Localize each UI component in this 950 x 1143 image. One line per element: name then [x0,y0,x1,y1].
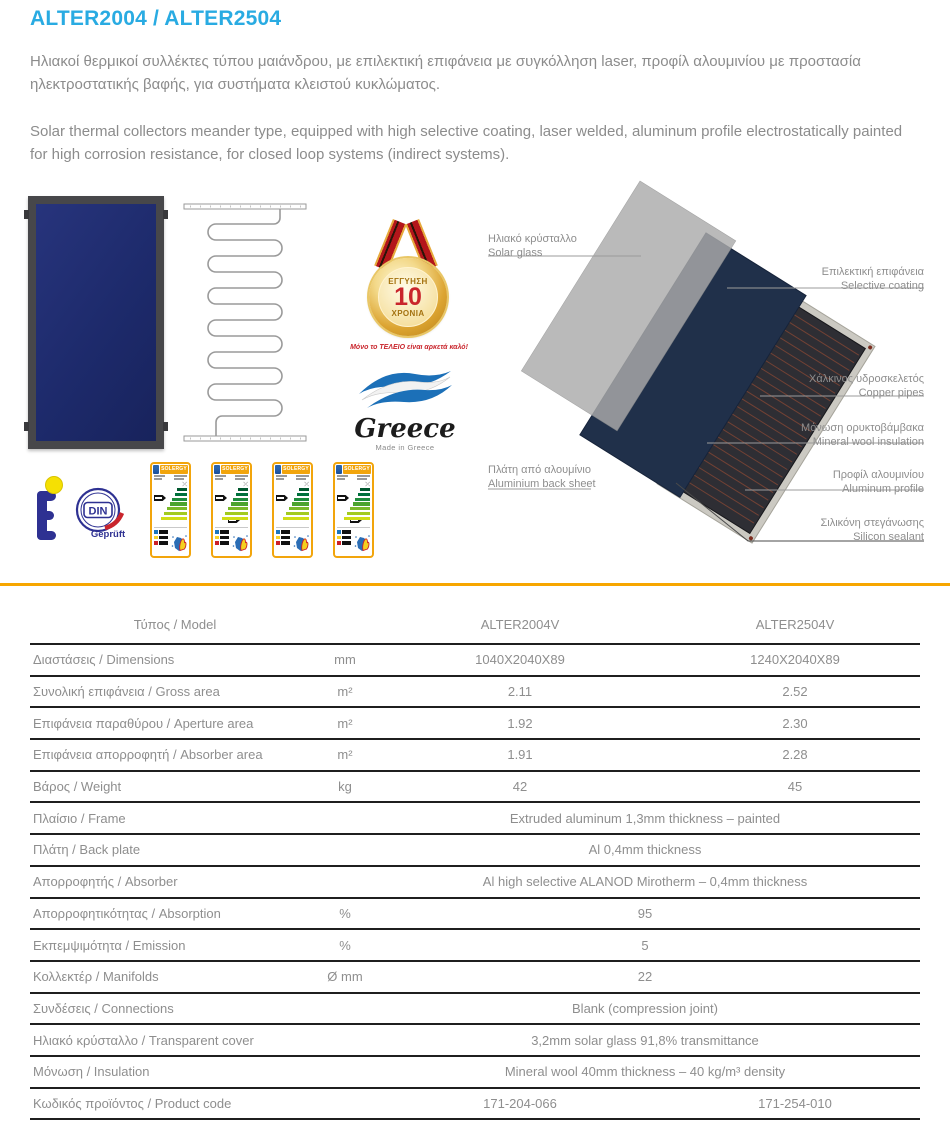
made-in-greece-logo [352,366,458,452]
energy-legend [276,530,290,547]
spec-row-value-span: 22 [637,969,653,985]
spec-header-label: Τύπος / Model [133,616,217,632]
spec-table [30,605,920,1120]
spec-row [30,899,920,931]
energy-brand-text: SOLERGY [161,466,187,472]
spec-row-unit: m² [337,684,353,700]
exploded-view-diagram [470,175,950,580]
spec-row-value-1: 1.92 [507,715,533,731]
collector-symbol-icon: ⤫ [365,482,370,488]
eu-map-flame-icon [232,533,249,555]
collector-symbol-icon: ⤫ [182,482,187,488]
energy-label-footer [275,528,310,555]
warranty-word-2: ΧΡΟΝΙΑ [391,308,425,318]
spec-row-value-1: 1040X2040X89 [475,652,565,668]
spec-table-header [30,605,920,645]
diagram-label-back-sheet: Πλάτη από αλουμίνιο Aluminium back sheet [488,464,596,490]
energy-label [150,462,191,558]
diagram-label-silicon-sealant: Σιλικόνη στεγάνωσης Silicon sealant [820,517,924,543]
spec-row-unit: m² [337,715,353,731]
spec-row [30,867,920,899]
spec-row-unit: mm [334,652,356,668]
description-english: Solar thermal collectors meander type, equipped with high selective coating, laser welded, aluminum profile electrostatically painted for high corrosion resistance, for closed loop systems (indirect systems). [30,123,903,163]
spec-row [30,645,920,677]
description-greek: Ηλιακοί θερμικοί συλλέκτες τύπου μαιάνδρου, με επιλεκτική επιφάνεια με συγκόλληση laser, προφίλ αλουμινίου με προστασία ηλεκτροστατικής βαφής, για συστήματα κλειστού κυκλώματος. [30,53,861,93]
spec-header-model-1: ALTER2004V [480,616,560,632]
made-in-greece-text: Made in Greece [375,443,435,452]
energy-brand-text: SOLERGY [344,466,370,472]
energy-label-footer [153,528,188,555]
mounting-tab [163,422,168,431]
greek-flag-wave-icon [355,366,455,412]
keymark-e-icon [34,476,68,542]
energy-brand-icon [336,465,342,474]
spec-table-body [30,645,920,1120]
spec-row-value-2: 2.52 [782,684,808,700]
diagram-label-selective-coating: Επιλεκτική επιφάνεια Selective coating [821,266,924,292]
spec-row-label: Απορροφητής / Absorber [33,874,178,890]
spec-row-value-span: Extruded aluminum 1,3mm thickness – painted [509,810,781,826]
page-title: ALTER2004 / ALTER2504 [30,7,282,30]
spec-row-value-span: 3,2mm solar glass 91,8% transmittance [531,1032,759,1048]
spec-row [30,772,920,804]
energy-brand-text: SOLERGY [283,466,309,472]
spec-row [30,930,920,962]
mounting-tab [24,210,29,219]
spec-row-label: Επιφάνεια παραθύρου / Aperture area [33,715,254,731]
eu-map-flame-icon [354,533,371,555]
spec-row-label: Πλαίσιο / Frame [33,810,126,826]
energy-class-bars [222,488,248,521]
collector-panel-image [28,196,164,449]
energy-label-footer [214,528,249,555]
eu-map-flame-icon [293,533,310,555]
energy-class-bars [161,488,187,521]
energy-label [333,462,374,558]
spec-row [30,708,920,740]
spec-row [30,677,920,709]
spec-row-value-span: Al 0,4mm thickness [588,842,702,858]
spec-row [30,994,920,1026]
spec-row-label: Βάρος / Weight [33,779,122,795]
meander-pipe-diagram [178,196,313,449]
svg-text:DIN: DIN [88,505,108,518]
spec-row [30,1057,920,1089]
eu-map-flame-icon [171,533,188,555]
section-divider [0,583,950,586]
spec-row-value-1: 171-204-066 [483,1095,557,1111]
spec-row-value-1: 2.11 [507,684,533,700]
spec-row-value-1: 1.91 [507,747,533,763]
energy-brand-icon [214,465,220,474]
spec-row-value-span: Al high selective ALANOD Mirotherm – 0,4mm thickness [482,874,808,890]
collector-symbol-icon: ⤫ [243,482,248,488]
diagram-label-aluminum-profile: Προφίλ αλουμινίου Aluminum profile [832,469,924,495]
spec-row-value-1: 42 [512,779,528,795]
spec-row-unit: % [339,905,351,921]
spec-row-label: Κωδικός προϊόντος / Product code [33,1095,232,1111]
spec-row-value-2: 171-254-010 [758,1095,832,1111]
spec-row [30,803,920,835]
warranty-medal [369,258,447,336]
svg-text:Geprüft: Geprüft [90,529,126,540]
spec-row-label: Επιφάνεια απορροφητή / Absorber area [33,747,263,763]
spec-row-label: Διαστάσεις / Dimensions [33,652,175,668]
spec-row-value-2: 1240X2040X89 [750,652,840,668]
warranty-slogan: Μόνο το ΤΕΛΕΙΟ είναι αρκετά καλό! [350,344,468,351]
spec-row-label: Κολλεκτέρ / Manifolds [33,969,159,985]
spec-row [30,835,920,867]
spec-row-unit: kg [338,779,352,795]
spec-row [30,962,920,994]
energy-label [211,462,252,558]
energy-scale-area [153,480,188,527]
spec-row-value-span: 5 [641,937,649,953]
spec-row-label: Συνδέσεις / Connections [33,1000,174,1016]
energy-class-bars [344,488,370,521]
spec-row-label: Μόνωση / Insulation [33,1064,150,1080]
energy-label-footer [336,528,371,555]
spec-row-unit: % [339,937,351,953]
energy-brand-text: SOLERGY [222,466,248,472]
spec-row [30,1089,920,1121]
spec-row-value-span: 95 [637,905,653,921]
spec-row-label: Συνολική επιφάνεια / Gross area [33,684,220,700]
spec-row-label: Εκπεμψιμότητα / Emission [33,937,186,953]
energy-scale-area [214,480,249,527]
din-gepruft-logo [72,486,128,540]
greece-wordmark: Greece [354,414,456,444]
spec-row-value-span: Blank (compression joint) [572,1000,718,1016]
energy-legend [154,530,168,547]
spec-row-label: Απορροφητικότητας / Absorption [33,905,221,921]
energy-class-bars [283,488,309,521]
diagram-label-solar-glass: Ηλιακό κρύσταλλο Solar glass [488,233,577,259]
energy-brand-icon [153,465,159,474]
spec-row-unit: Ø mm [327,969,363,985]
energy-scale-area [336,480,371,527]
spec-header-model-2: ALTER2504V [755,616,835,632]
diagram-label-mineral-wool: Μόνωση ορυκτοβάμβακα Mineral wool insulation [801,422,924,448]
energy-label-header [214,465,249,474]
collector-symbol-icon: ⤫ [304,482,309,488]
spec-row-value-2: 2.30 [782,715,808,731]
spec-row [30,740,920,772]
spec-row-value-span: Mineral wool 40mm thickness – 40 kg/m³ density [504,1064,786,1080]
energy-legend [215,530,229,547]
energy-label [272,462,313,558]
spec-row-unit: m² [337,747,353,763]
energy-label-header [153,465,188,474]
energy-legend [337,530,351,547]
energy-label-header [336,465,371,474]
energy-brand-icon [275,465,281,474]
spec-row-label: Πλάτη / Back plate [33,842,141,858]
warranty-years: 10 [394,282,422,311]
spec-row-label: Ηλιακό κρύσταλλο / Transparent cover [33,1032,254,1048]
diagram-label-copper-pipes: Χάλκινος υδροσκελετός Copper pipes [809,373,924,399]
spec-row-value-2: 45 [787,779,803,795]
energy-scale-area [275,480,310,527]
mounting-tab [24,422,29,431]
warranty-word: ΕΓΓΥΗΣΗ [388,276,428,286]
spec-row [30,1025,920,1057]
mounting-tab [163,210,168,219]
warranty-medal-face [378,267,438,327]
spec-row-value-2: 2.28 [782,747,808,763]
energy-label-header [275,465,310,474]
